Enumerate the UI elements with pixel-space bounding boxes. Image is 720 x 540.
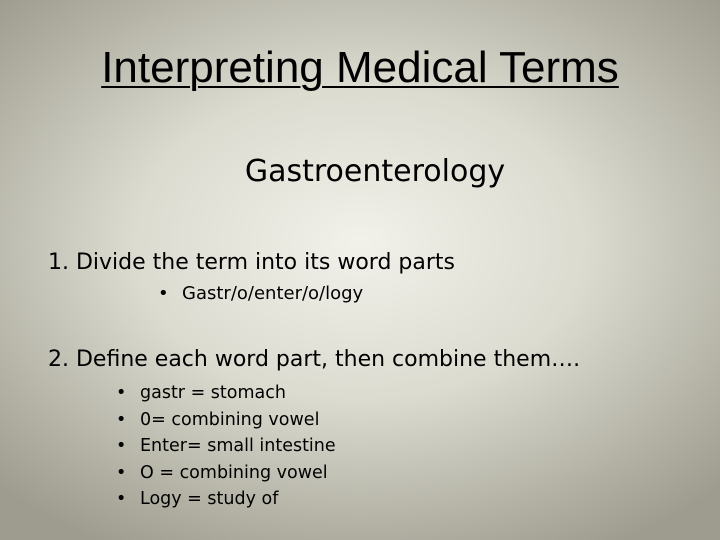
bullet-icon: • (116, 462, 127, 483)
slide-subtitle: Gastroenterology (244, 154, 506, 189)
list-item (116, 486, 336, 513)
bullet-text: 0= combining vowel (140, 409, 320, 430)
list-item (116, 433, 336, 460)
step-1-heading: 1. Divide the term into its word parts (48, 250, 455, 275)
list-item (116, 407, 336, 434)
slide-title: Interpreting Medical Terms (101, 43, 619, 92)
bullet-text: Gastr/o/enter/o/logy (182, 283, 364, 304)
list-item (116, 380, 336, 407)
bullet-icon: • (116, 436, 127, 456)
bullet-icon: • (116, 409, 127, 430)
bullet-text: Enter= small intestine (140, 436, 336, 456)
bullet-icon: • (158, 283, 169, 304)
bullet-text: Logy = study of (140, 489, 279, 509)
bullet-text: gastr = stomach (140, 383, 286, 403)
step-2-bullet-list (116, 380, 336, 513)
bullet-text: O = combining vowel (140, 462, 328, 483)
step-1-bullet-list (158, 281, 363, 307)
list-item (158, 281, 363, 307)
list-item (116, 460, 336, 487)
bullet-icon: • (116, 489, 127, 509)
step-2-heading: 2. Define each word part, then combine them…. (48, 347, 581, 372)
bullet-icon: • (116, 383, 127, 403)
